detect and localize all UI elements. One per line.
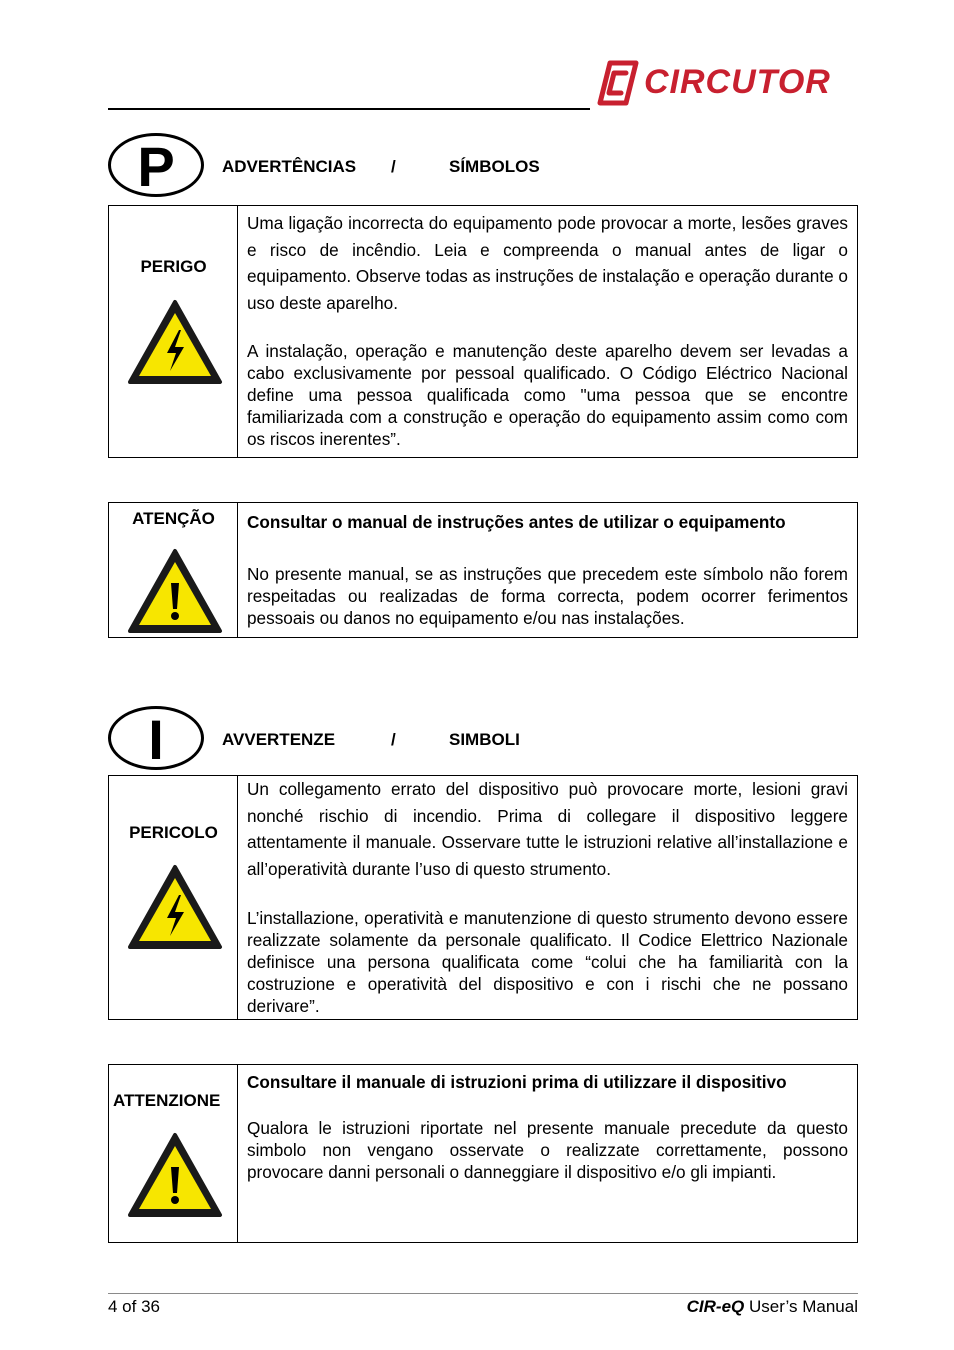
danger-text-cell	[238, 776, 857, 1019]
section-title-left: ADVERTÊNCIAS	[222, 157, 357, 176]
warning-exclamation-icon	[127, 1131, 223, 1219]
footer-rule	[108, 1293, 858, 1294]
attention-heading: Consultare il manuale di istruzioni prima di utilizzare il dispositivo	[247, 1072, 787, 1092]
attention-text-cell	[238, 1065, 857, 1242]
language-badge-i	[108, 706, 204, 770]
section-title-separator: /	[391, 157, 396, 176]
danger-box-label-cell	[109, 776, 238, 1019]
section-title-right: SIMBOLI	[449, 730, 520, 749]
attention-heading: Consultar o manual de instruções antes de utilizar o equipamento	[247, 512, 786, 532]
danger-paragraph-2: A instalação, operação e manutenção deste aparelho devem ser levadas a cabo exclusivamente por pessoal qualificado. O Código Eléctrico Nacional define uma pessoa qualificada como "uma pessoa que se encontre familiarizada com a construção e operação do equipamento assim como com os riscos inerentes”.	[247, 341, 848, 449]
attention-box-label-cell	[109, 503, 238, 637]
brand-name: CIRCUTOR	[644, 63, 831, 101]
manual-title: User’s Manual	[749, 1297, 858, 1316]
danger-box	[108, 775, 858, 1020]
product-name: CIR-eQ	[686, 1297, 745, 1316]
danger-box	[108, 205, 858, 458]
attention-box-label-cell	[109, 1065, 238, 1242]
attention-paragraph: No presente manual, se as instruções que precedem este símbolo não forem respeitadas ou realizadas de forma correcta, podem ocorrer ferimentos pessoais ou danos no equipamento e/ou nas instalações.	[247, 564, 848, 628]
attention-box	[108, 1064, 858, 1243]
electrical-hazard-icon	[127, 298, 223, 386]
attention-paragraph: Qualora le istruzioni riportate nel presente manuale precedute da questo simbolo non vengano osservate o realizzate correttamente, possono provocare danni personali o danneggiare il dispositivo e/o gli impianti.	[247, 1118, 848, 1182]
danger-text-cell	[238, 206, 857, 457]
attention-label: ATTENZIONE	[113, 1091, 221, 1110]
danger-label: PERIGO	[140, 257, 207, 276]
danger-paragraph-2: L’installazione, operatività e manutenzione di questo strumento devono essere realizzate solamente da personale qualificato. Il Codice Elettrico Nazionale definisce una persona qualificata come “colui che ha familiarità con la costruzione e operatività del dispositivo e con i rischi che ne possano derivare”.	[247, 908, 848, 1016]
danger-paragraph-1: Un collegamento errato del dispositivo può provocare morte, lesioni gravi nonché rischio di incendio. Prima di collegare il dispositivo leggere attentamente il manuale. Osservare tutte le istruzioni relative all’installazione e all’operatività durante l’uso di questo strumento.	[247, 779, 848, 879]
language-badge-letter: P	[137, 135, 175, 198]
header-rule	[108, 108, 590, 110]
attention-box	[108, 502, 858, 638]
attention-label: ATENÇÃO	[132, 509, 215, 528]
danger-paragraph-1: Uma ligação incorrecta do equipamento pode provocar a morte, lesões graves e risco de incêndio. Leia e compreenda o manual antes de ligar o equipamento. Observe todas as instruções de instalação e operação durante o uso deste aparelho.	[247, 213, 848, 313]
section-title-separator: /	[391, 730, 396, 749]
danger-label: PERICOLO	[129, 823, 218, 842]
document-title	[687, 1297, 858, 1317]
language-badge-p	[108, 133, 204, 197]
warning-exclamation-icon	[127, 547, 223, 635]
circutor-logo-icon	[596, 60, 640, 106]
section-title-right: SÍMBOLOS	[449, 157, 540, 176]
language-badge-letter: I	[148, 708, 164, 771]
section-title-left: AVVERTENZE	[222, 730, 336, 749]
danger-box-label-cell	[109, 206, 238, 457]
attention-text-cell	[238, 503, 857, 637]
page-number: 4 of 36	[108, 1297, 160, 1316]
circutor-logo	[596, 60, 848, 106]
electrical-hazard-icon	[127, 863, 223, 951]
